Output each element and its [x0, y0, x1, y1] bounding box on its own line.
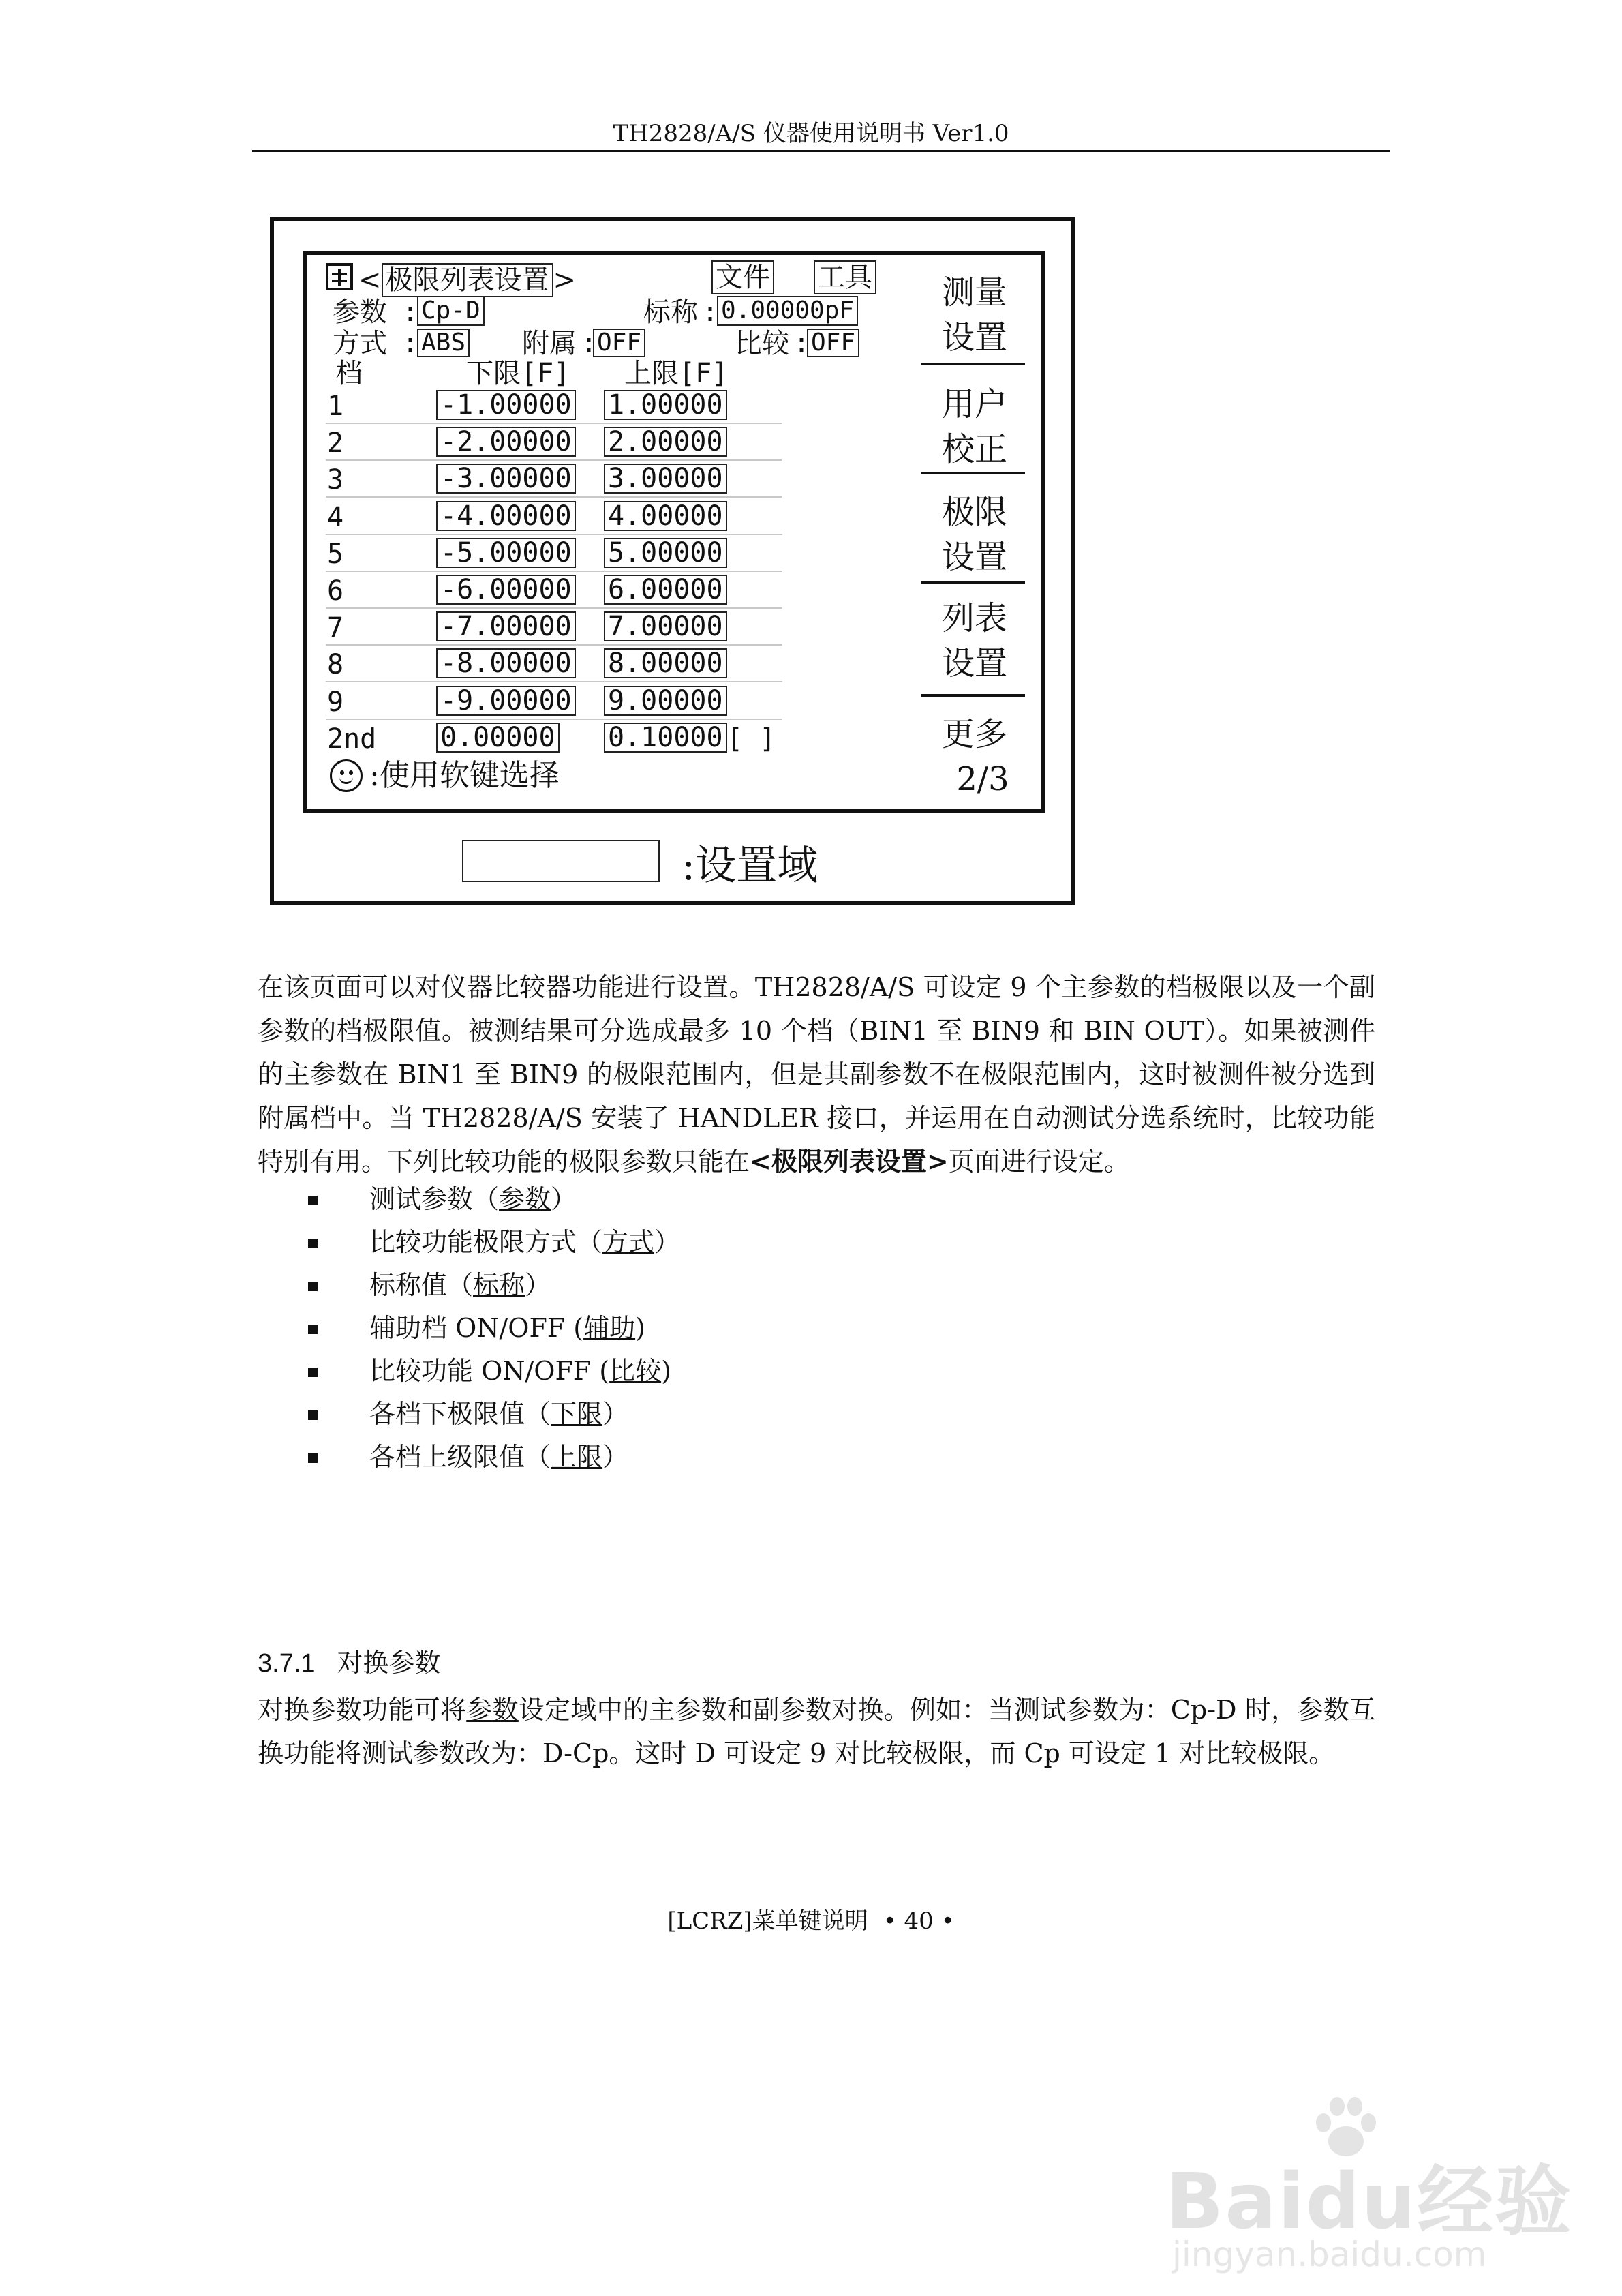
low-limit-field[interactable]: -5.00000 [436, 538, 576, 568]
bin-label: 5 [327, 539, 344, 570]
low-limit-field[interactable]: -4.00000 [436, 501, 576, 531]
high-limit-field[interactable]: 1.00000 [604, 390, 727, 420]
row-divider [326, 644, 782, 646]
high-limit-field[interactable]: 7.00000 [604, 611, 727, 641]
soft-key-4[interactable]: 列表 设置 [941, 599, 1007, 682]
menu-file: 文件 [711, 260, 774, 294]
list-settings-ref: <极限列表设置> [750, 1146, 949, 1177]
high-limit-field[interactable]: 9.00000 [604, 686, 727, 716]
row-divider [326, 423, 782, 424]
column-high: 上限[F] [624, 358, 729, 389]
page-header: TH2828/A/S 仪器使用说明书 Ver1.0 [613, 120, 1009, 147]
bin-label: 9 [327, 686, 344, 718]
row-divider [326, 459, 782, 461]
bullet-square-icon [308, 1239, 318, 1248]
list-item: 各档下极限值（下限） [308, 1393, 680, 1436]
screen-title-box: 极限列表设置 [382, 263, 553, 297]
paragraph-intro: 在该页面可以对仪器比较器功能进行设置。TH2828/A/S 可设定 9 个主参数的档极限以及一个副参数的档极限值。被测结果可分选成最多 10 个档（BIN1 至 BIN9 和 BIN OUT）。如果被测件的主参数在 BIN1 至 BIN9 的极限范围内，但是其副参数不在极限范围内，这时被测件被分选到附属档中。当 TH2828/A/S 安装了 HANDLER 接口，并运用在自动测试分选系统时，比较功能特别有用。下列比较功能的极限参数只能在<极限列表设置>页面进行设定。 [258, 972, 1375, 1177]
soft-key-3[interactable]: 极限 设置 [941, 493, 1007, 576]
nominal-field[interactable]: 0.00000pF [717, 296, 858, 326]
second-unit: [ ] [726, 723, 776, 755]
row-divider [326, 681, 782, 682]
param-field[interactable]: Cp-D [417, 296, 485, 326]
list-item: 辅助档 ON/OFF (辅助) [308, 1307, 680, 1350]
aux-field[interactable]: OFF [593, 329, 645, 357]
page-footer: [LCRZ]菜单键说明 • 40 • [667, 1907, 955, 1935]
smiley-icon [330, 759, 363, 792]
limit-parameter-list [308, 1178, 680, 1479]
bullet-square-icon [308, 1453, 318, 1463]
row-divider [326, 571, 782, 572]
menu-tools: 工具 [814, 260, 876, 294]
soft-key-2[interactable]: 用户 校正 [941, 385, 1007, 468]
bin-label: 8 [327, 649, 344, 680]
row-divider [326, 534, 782, 535]
bullet-square-icon [308, 1368, 318, 1377]
column-low: 下限[F] [466, 358, 570, 389]
section-title: 3.7.1 对换参数 [258, 1648, 441, 1678]
list-item: 比较功能极限方式（方式） [308, 1221, 680, 1264]
high-limit-field[interactable]: 0.10000 [604, 723, 727, 753]
high-limit-field[interactable]: 2.00000 [604, 427, 727, 457]
bin-label: 3 [327, 464, 344, 496]
bin-label: 2nd [327, 723, 377, 755]
soft-key-divider [921, 363, 1025, 365]
param-label: 参数 [333, 297, 387, 328]
header-rule [252, 150, 1390, 152]
bullet-square-icon [308, 1196, 318, 1205]
bin-label: 7 [327, 612, 344, 644]
aux-label: 附属 [522, 328, 577, 359]
setting-field-label: :设置域 [682, 842, 818, 890]
list-item: 标称值（标称） [308, 1264, 680, 1307]
bullet-square-icon [308, 1410, 318, 1420]
menu-tab-icon [326, 263, 353, 290]
soft-key-divider [921, 694, 1025, 697]
mode-field[interactable]: ABS [417, 329, 470, 357]
high-limit-field[interactable]: 4.00000 [604, 501, 727, 531]
low-limit-field[interactable]: -8.00000 [436, 648, 576, 678]
bin-label: 2 [327, 427, 344, 459]
soft-key-hint: :使用软键选择 [369, 758, 560, 793]
compare-label: 比较 [735, 328, 789, 359]
bullet-square-icon [308, 1282, 318, 1291]
low-limit-field[interactable]: -3.00000 [436, 464, 576, 494]
screen-title: < 极限列表设置 > [358, 265, 577, 296]
setting-field-sample [462, 840, 660, 882]
list-item: 比较功能 ON/OFF (比较) [308, 1350, 680, 1393]
high-limit-field[interactable]: 5.00000 [604, 538, 727, 568]
nominal-label: 标称 [643, 297, 698, 328]
high-limit-field[interactable]: 3.00000 [604, 464, 727, 494]
list-item: 测试参数（参数） [308, 1178, 680, 1221]
row-divider [326, 607, 782, 609]
compare-field[interactable]: OFF [807, 329, 859, 357]
low-limit-field[interactable]: -2.00000 [436, 427, 576, 457]
low-limit-field[interactable]: -1.00000 [436, 390, 576, 420]
soft-key-divider [921, 472, 1025, 474]
high-limit-field[interactable]: 8.00000 [604, 648, 727, 678]
low-limit-field[interactable]: 0.00000 [436, 723, 560, 753]
soft-key-5[interactable]: 更多 2/3 [941, 715, 1009, 798]
list-item: 各档上级限值（上限） [308, 1436, 680, 1479]
bullet-square-icon [308, 1325, 318, 1334]
bin-label: 6 [327, 575, 344, 607]
low-limit-field[interactable]: -6.00000 [436, 575, 576, 605]
row-divider [326, 496, 782, 498]
high-limit-field[interactable]: 6.00000 [604, 575, 727, 605]
watermark-url: jingyan.baidu.com [1172, 2235, 1487, 2274]
watermark-logo: Baidu经验 [1165, 2158, 1573, 2246]
paragraph-swap: 对换参数功能可将参数设定域中的主参数和副参数对换。例如：当测试参数为：Cp-D 时，参数互换功能将测试参数改为：D-Cp。这时 D 可设定 9 对比较极限，而 Cp 可设定 1 对比较极限。 [258, 1695, 1375, 1768]
low-limit-field[interactable]: -9.00000 [436, 686, 576, 716]
soft-key-1[interactable]: 测量 设置 [941, 273, 1007, 357]
bin-label: 4 [327, 502, 344, 533]
page-number: • 40 • [883, 1907, 955, 1935]
low-limit-field[interactable]: -7.00000 [436, 611, 576, 641]
column-bin: 档 [335, 358, 363, 389]
bin-label: 1 [327, 391, 344, 422]
soft-key-divider [921, 581, 1025, 584]
mode-label: 方式 [333, 328, 387, 359]
row-divider [326, 719, 782, 720]
